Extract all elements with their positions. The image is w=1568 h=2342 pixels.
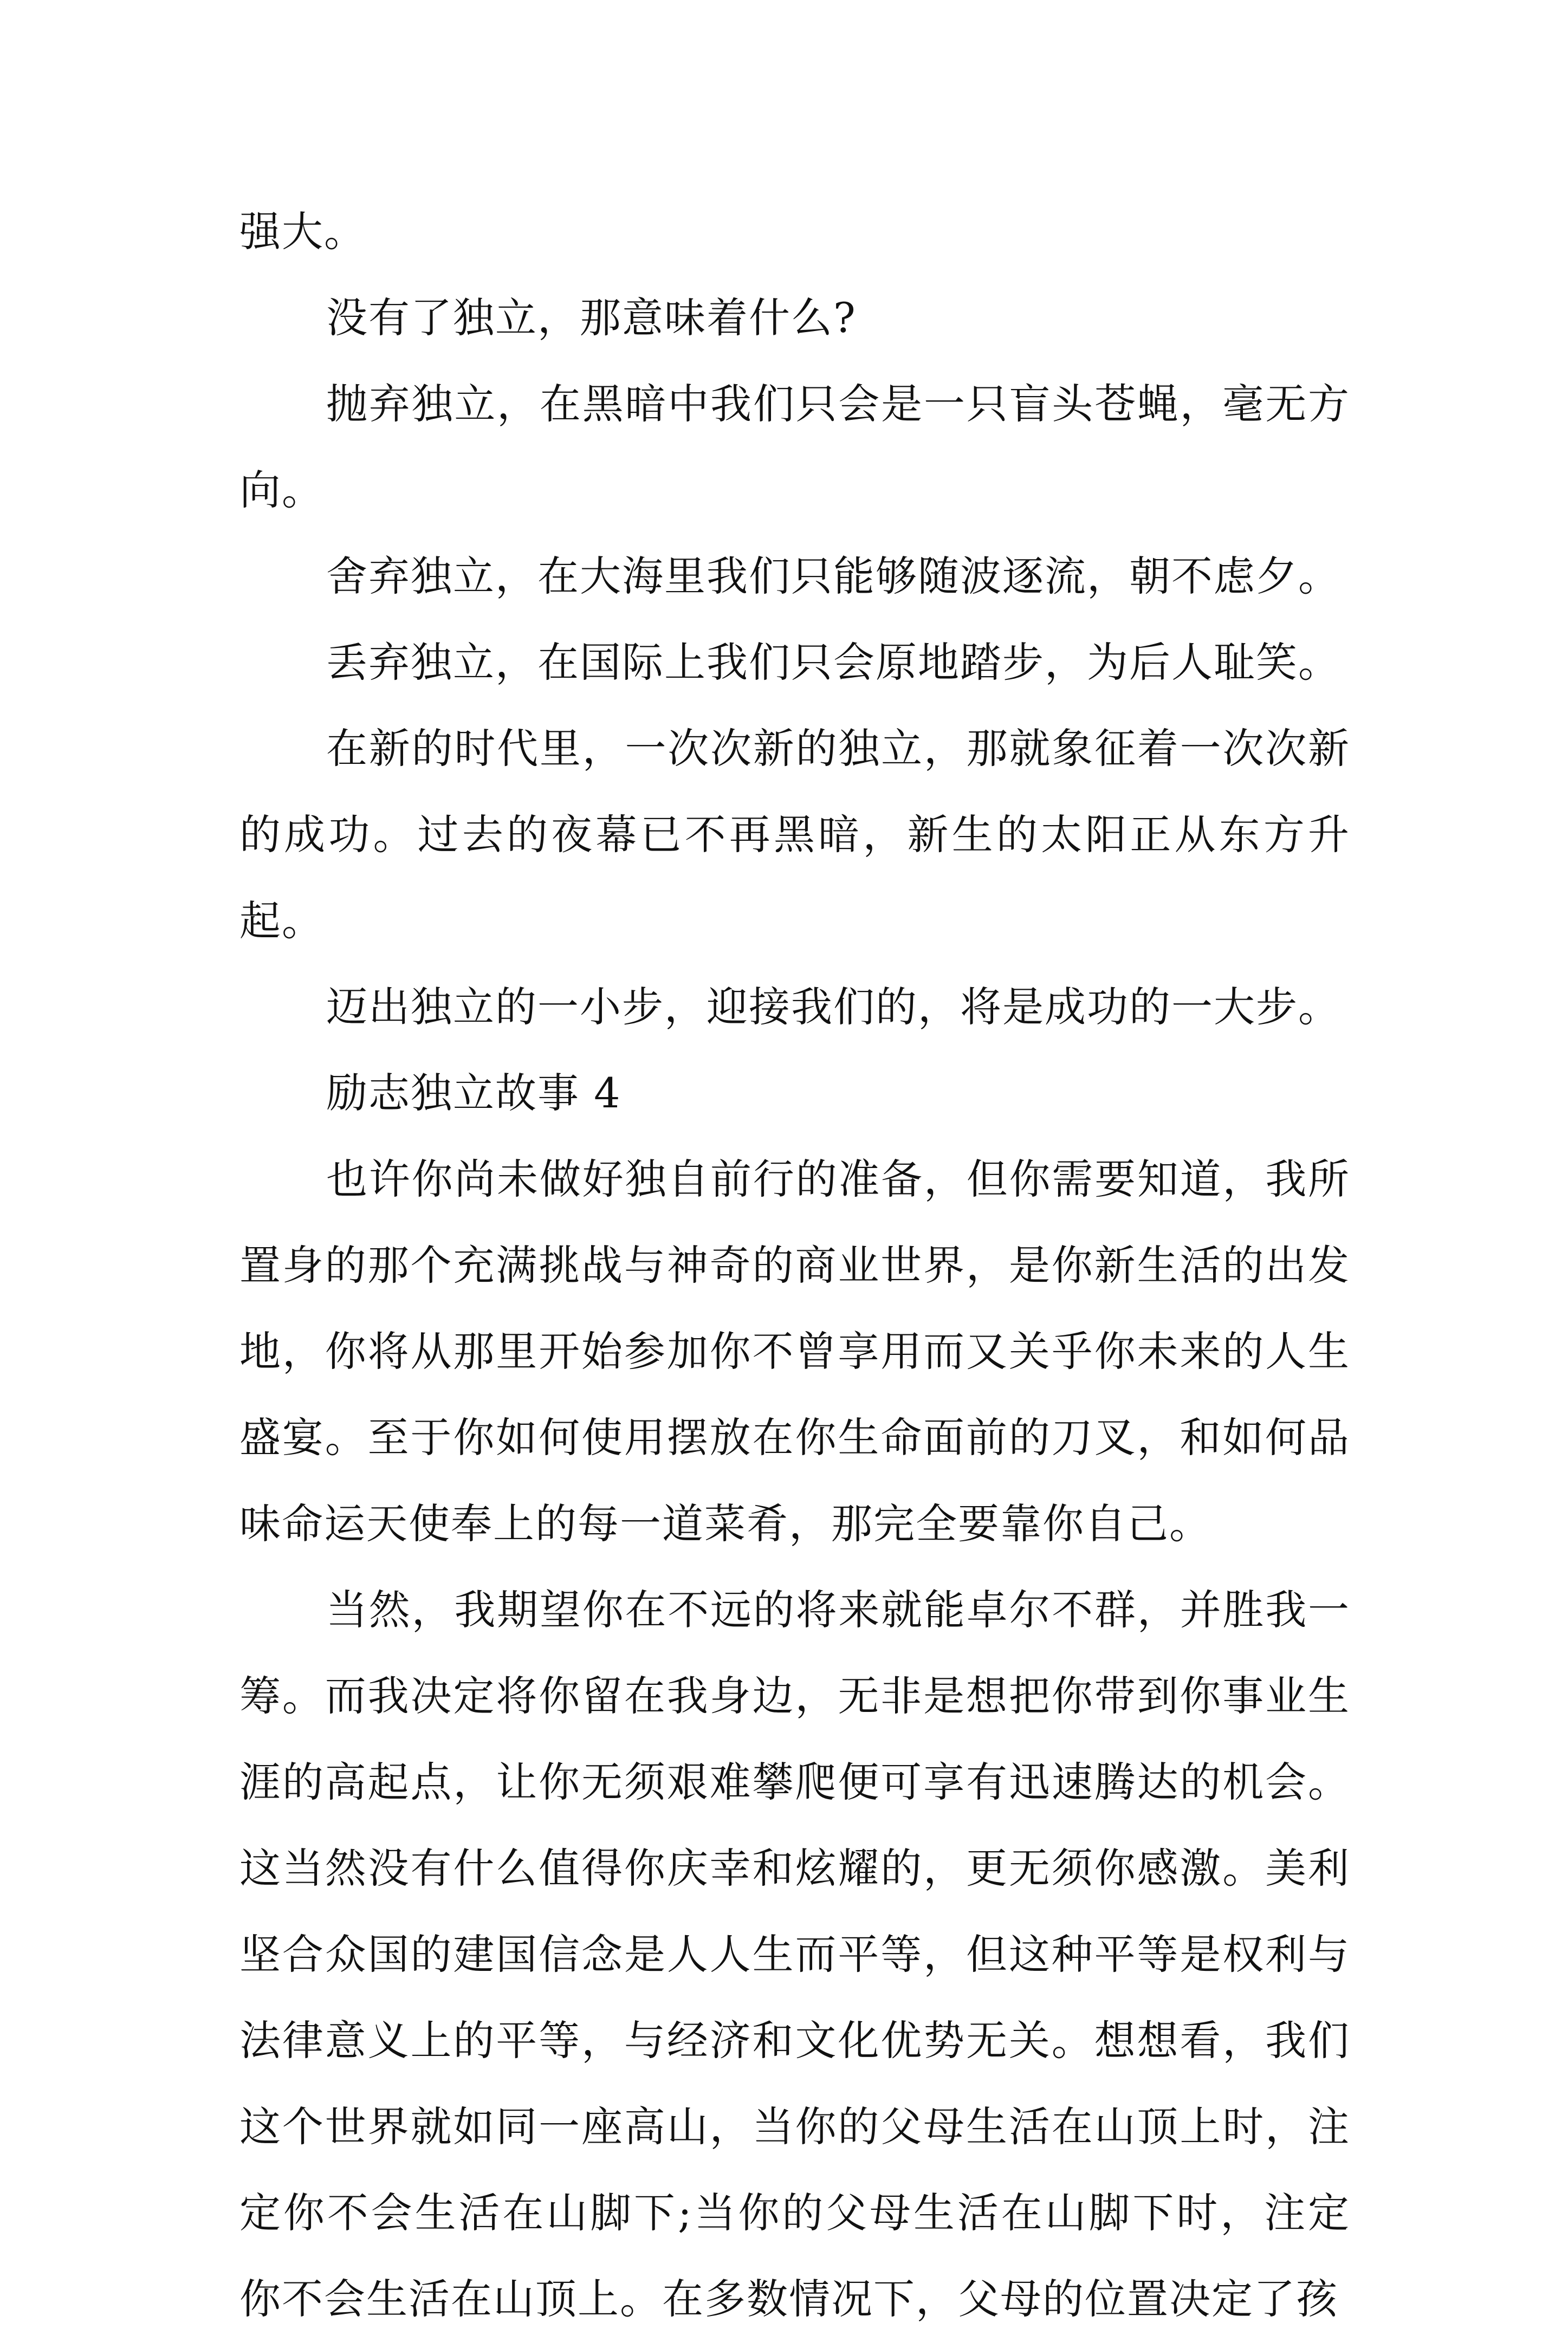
paragraph: 没有了独立，那意味着什么?	[326, 294, 857, 342]
section-heading: 励志独立故事 4	[326, 1069, 621, 1117]
paragraph: 也许你尚未做好独自前行的准备，但你需要知道，我所置身的那个充满挑战与神奇的商业世界，是你新生活的出发地，你将从那里开始参加你不曾享用而又关乎你未来的人生盛宴。至于你如何使用摆放在你生命面前的刀叉，和如何品味命运天使奉上的每一道菜肴，那完全要靠你自己。	[239, 1155, 1350, 1548]
paragraph: 丢弃独立，在国际上我们只会原地踏步，为后人耻笑。	[326, 638, 1340, 686]
paragraph: 当然，我期望你在不远的将来就能卓尔不群，并胜我一筹。而我决定将你留在我身边，无非是想把你带到你事业生涯的高起点，让你无须艰难攀爬便可享有迅速腾达的机会。这当然没有什么值得你庆幸和炫耀的，更无须你感激。美利坚合众国的建国信念是人人生而平等，但这种平等是权利与法律意义上的平等，与经济和文化优势无关。想想看，我们这个世界就如同一座高山，当你的父母生活在山顶上时，注定你不会生活在山脚下;当你的父母生活在山脚下时，注定你不会生活在山顶上。在多数情况下，父母的位置决定了孩	[239, 1586, 1350, 2323]
paragraph: 抛弃独立，在黑暗中我们只会是一只盲头苍蝇，毫无方向。	[239, 380, 1350, 514]
document-body	[239, 189, 1350, 2342]
paragraph: 在新的时代里，一次次新的独立，那就象征着一次次新的成功。过去的夜幕已不再黑暗，新生的太阳正从东方升起。	[239, 724, 1350, 945]
paragraph: 舍弃独立，在大海里我们只能够随波逐流，朝不虑夕。	[326, 552, 1340, 600]
paragraph: 强大。	[239, 207, 366, 256]
paragraph: 迈出独立的一小步，迎接我们的，将是成功的一大步。	[326, 983, 1340, 1031]
